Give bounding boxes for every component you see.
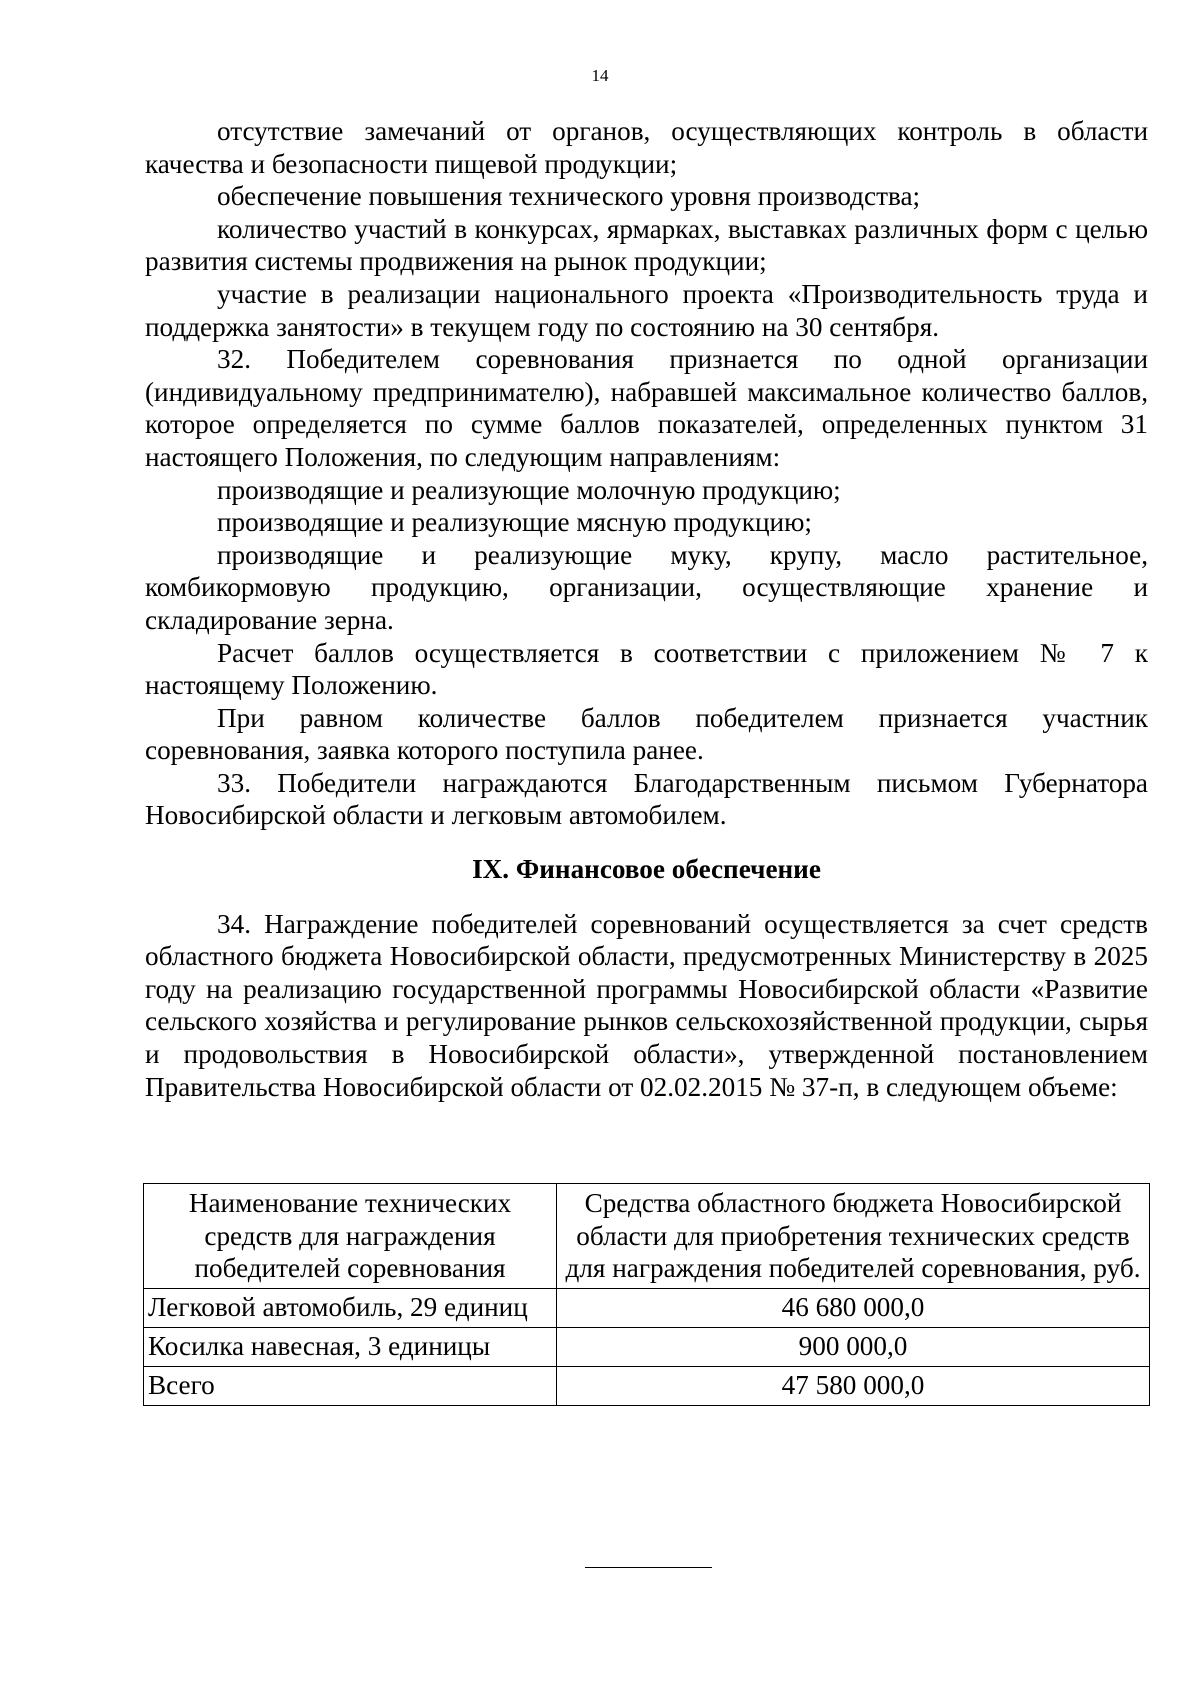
- table-cell-amount: 900 000,0: [557, 1327, 1150, 1366]
- paragraph-meat: производящие и реализующие мясную продукцию;: [217, 507, 812, 538]
- table-header-funds: Средства областного бюджета Новосибирской области для приобретения технических средств для награждения победителей соревнования, руб.: [557, 1184, 1150, 1289]
- table-row: [144, 1327, 1150, 1366]
- section-heading: IX. Финансовое обеспечение: [472, 854, 821, 885]
- table-cell-item: Всего: [144, 1366, 557, 1405]
- paragraph-32: 32. Победителем соревнования признается по одной организации (индивидуальному предпринимателю), набравшей максимальное количество баллов, которое определяется по сумме баллов показателей, определенных пунктом 31 настоящего Положения, по следующим направлениям:: [145, 344, 1148, 472]
- paragraph-equal-points: При равном количестве баллов победителем признается участник соревнования, заявка которого поступила ранее.: [145, 702, 1148, 766]
- table-header-row: [144, 1184, 1150, 1289]
- table-cell-item: Легковой автомобиль, 29 единиц: [144, 1288, 557, 1327]
- paragraph-34: 34. Награждение победителей соревнований осуществляется за счет средств областного бюджета Новосибирской области, предусмотренных Министерству в 2025 году на реализацию государственной программы Новосибирской области «Развитие сельского хозяйства и регулирование рынков сельскохозяйственной продукции, сырья и продовольствия в Новосибирской области», утвержденной постановлением Правительства Новосибирской области от 02.02.2015 № 37-п, в следующем объеме:: [145, 908, 1148, 1102]
- paragraph-dairy: производящие и реализующие молочную продукцию;: [217, 474, 841, 505]
- paragraph-no-remarks: отсутствие замечаний от органов, осуществляющих контроль в области качества и безопасности пищевой продукции;: [145, 116, 1148, 179]
- paragraph-33: 33. Победители награждаются Благодарственным письмом Губернатора Новосибирской области и легковым автомобилем.: [145, 767, 1148, 831]
- table-cell-amount: 46 680 000,0: [557, 1288, 1150, 1327]
- table-header-name: Наименование технических средств для награждения победителей соревнования: [144, 1184, 557, 1289]
- paragraph-national-project: участие в реализации национального проекта «Производительность труда и поддержка занятости» в текущем году по состоянию на 30 сентября.: [145, 278, 1148, 342]
- table-cell-item: Косилка навесная, 3 единицы: [144, 1327, 557, 1366]
- paragraph-points-calculation: Расчет баллов осуществляется в соответствии с приложением № 7 к настоящему Положению.: [145, 637, 1148, 701]
- table-cell-amount: 47 580 000,0: [557, 1366, 1150, 1405]
- page-number: 14: [591, 66, 609, 85]
- paragraph-grain: производящие и реализующие муку, крупу, масло растительное, комбикормовую продукцию, организации, осуществляющие хранение и складирование зерна.: [145, 539, 1148, 635]
- end-of-document-divider: [585, 1567, 712, 1568]
- table-row: [144, 1288, 1150, 1327]
- document-body: [145, 115, 1148, 1103]
- budget-table: [143, 1183, 1150, 1406]
- paragraph-contests: количество участий в конкурсах, ярмарках, выставках различных форм с целью развития системы продвижения на рынок продукции;: [145, 213, 1148, 277]
- table-row-total: [144, 1366, 1150, 1405]
- paragraph-technical-level: обеспечение повышения технического уровня производства;: [217, 181, 921, 212]
